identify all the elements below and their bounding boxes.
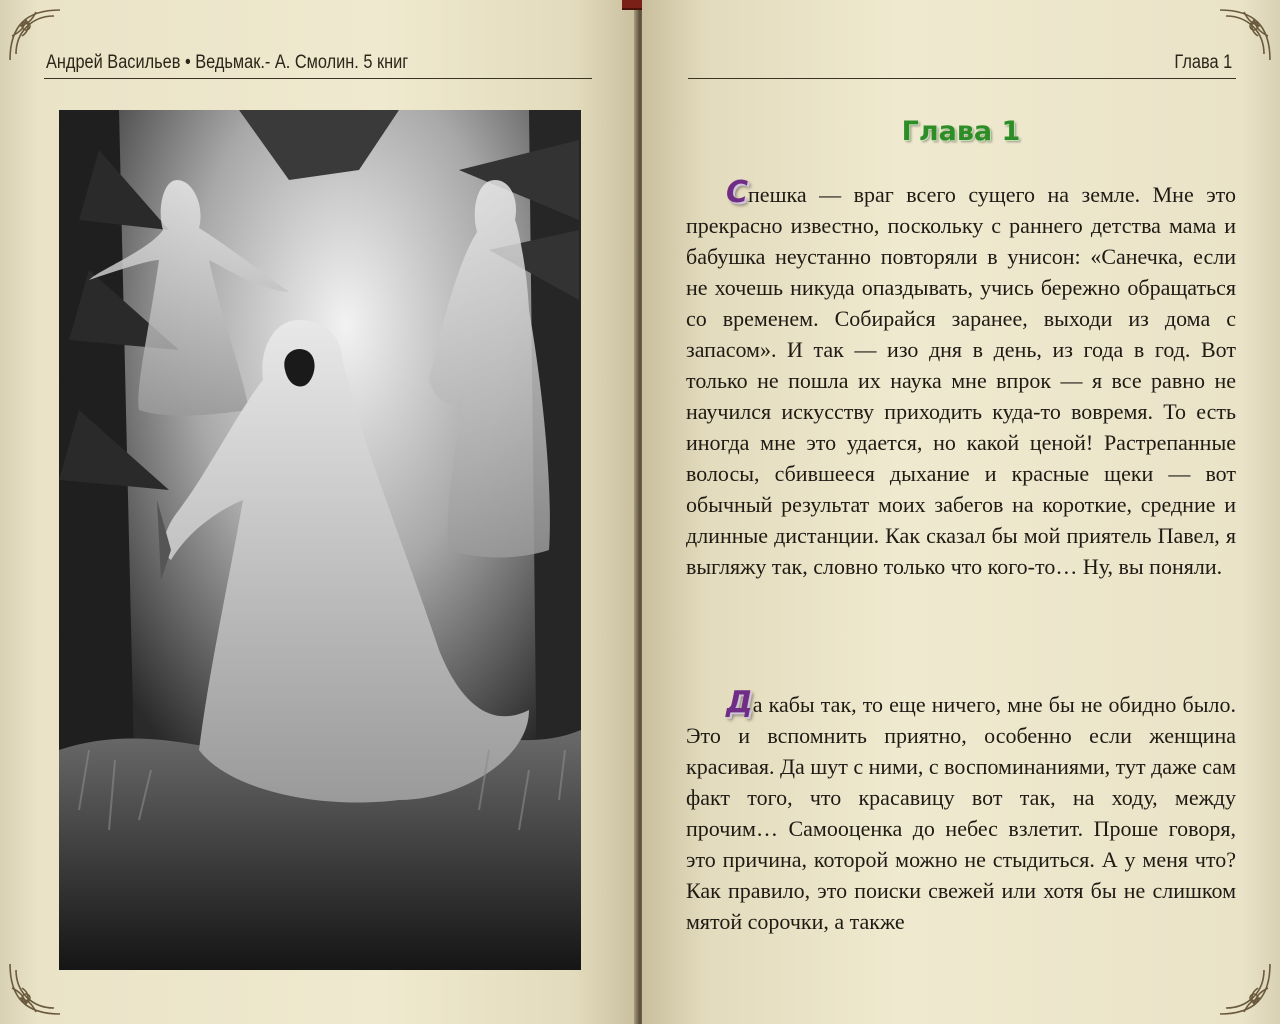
left-page[interactable] bbox=[0, 0, 638, 1024]
book-title-header: Андрей Васильев • Ведьмак.- А. Смолин. 5 книг bbox=[46, 52, 409, 73]
chapter-header: Глава 1 bbox=[1174, 52, 1232, 73]
paragraph-text: а кабы так, то еще ничего, мне бы не обидно было. Это и вспомнить приятно, особенно если женщина красивая. Да шут с ними, с воспоминаниями, тут даже сам факт того, что красавицу вот так, на ходу, между прочим… Самооценка до небес взлетит. Проше говоря, это причина, которой можно не стыдиться. А у меня что? Как правило, это поиски свежей или хотя бы не слишком мятой сорочки, а также bbox=[686, 692, 1236, 934]
corner-ornament-icon bbox=[6, 960, 64, 1018]
paragraph-text: пешка — враг всего сущего на земле. Мне это прекрасно известно, поскольку с раннего детства мама и бабушка неустанно повторяли в унисон: «Санечка, если не хочешь никуда опаздывать, учись бережно обращаться со временем. Собирайся заранее, выходи из дома с запасом». И так — изо дня в день, из года в год. Вот только не пошла их наука мне впрок — я все равно не научился искусству приходить куда-то вовремя. То есть иногда мне это удается, но какой ценой! Растрепанные волосы, сбившееся дыхание и красные щеки — вот обычный результат моих забегов на короткие, средние и длинные дистанции. Как сказал бы мой приятель Павел, я выгляжу так, словно только что кого-то… Ну, вы поняли. bbox=[686, 182, 1236, 579]
corner-ornament-icon bbox=[1216, 960, 1274, 1018]
chapter-illustration bbox=[59, 110, 581, 970]
header-divider bbox=[688, 78, 1236, 79]
right-page[interactable] bbox=[642, 0, 1280, 1024]
chapter-title: Глава 1 bbox=[901, 116, 1021, 147]
paragraph bbox=[686, 685, 1236, 937]
drop-cap: С bbox=[726, 175, 749, 210]
ghost-forest-illustration-icon bbox=[59, 110, 581, 970]
paragraph bbox=[686, 175, 1236, 582]
header-divider bbox=[44, 78, 592, 79]
drop-cap: Д bbox=[726, 685, 753, 720]
